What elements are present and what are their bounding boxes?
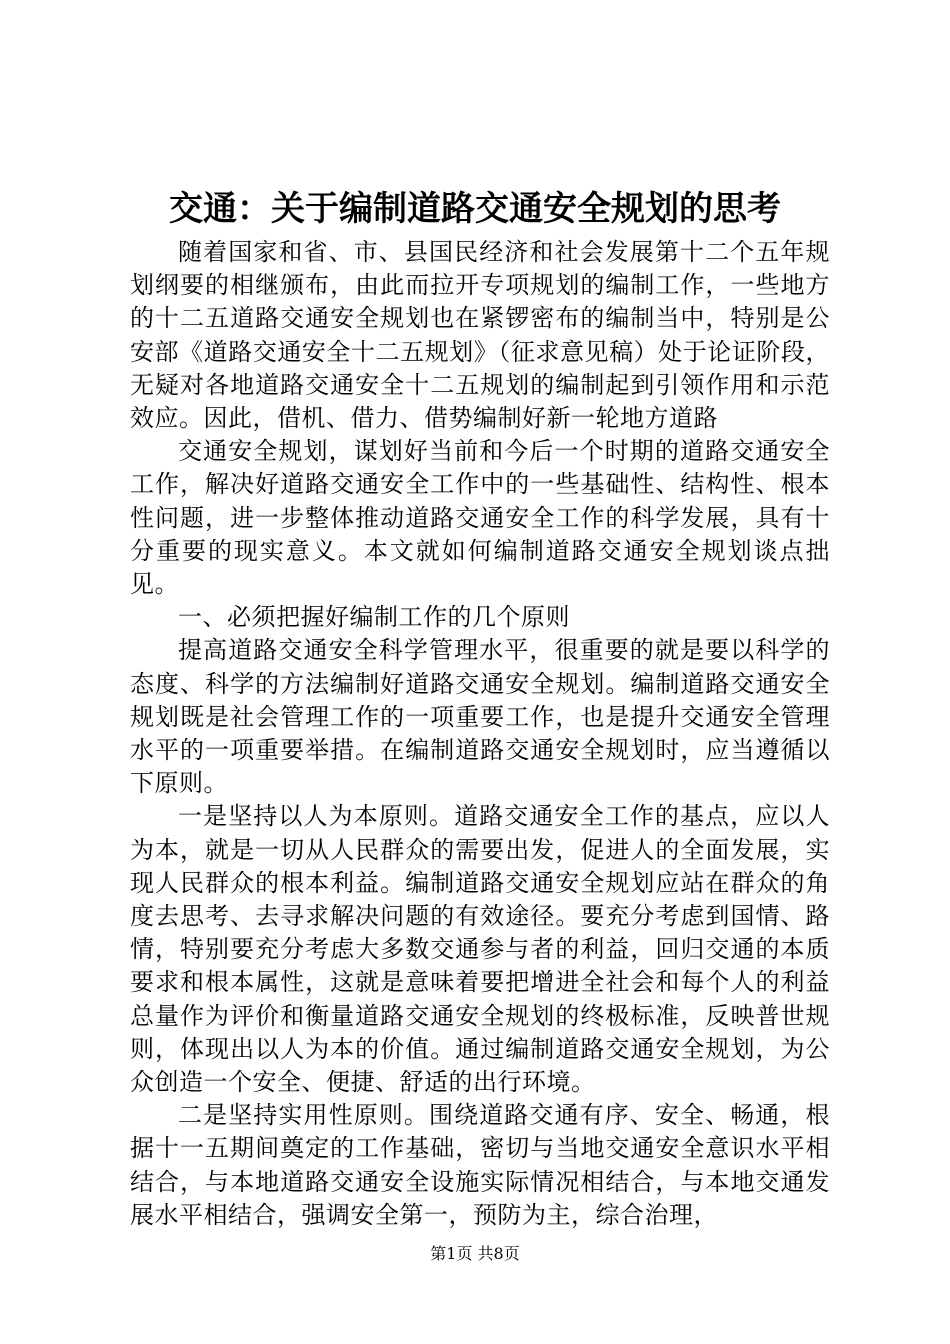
paragraph-practicality: 二是坚持实用性原则。围绕道路交通有序、安全、畅通，根据十一五期间奠定的工作基础，密切与当地交通安全意识水平相结合，与本地道路交通安全设施实际情况相结合，与本地交通发展水平相结合，强调安全第一，预防为主，综合治理，: [130, 1101, 830, 1229]
document-title: 交通：关于编制道路交通安全规划的思考: [169, 189, 781, 229]
paragraph-intro: 随着国家和省、市、县国民经济和社会发展第十二个五年规划纲要的相继颁布，由此而拉开专项规划的编制工作，一些地方的十二五道路交通安全规划也在紧锣密布的编制当中，特别是公安部《道路交通安全十二五规划》（征求意见稿）处于论证阶段，无疑对各地道路交通安全十二五规划的编制起到引领作用和示范效应。因此，借机、借力、借势编制好新一轮地方道路: [130, 238, 830, 433]
section-heading-principles: 一、必须把握好编制工作的几个原则: [178, 603, 570, 632]
document-body: [130, 236, 830, 1232]
page-number-footer: 第1页 共8页: [430, 1244, 520, 1263]
paragraph-significance: 交通安全规划，谋划好当前和今后一个时期的道路交通安全工作，解决好道路交通安全工作中的一些基础性、结构性、根本性问题，进一步整体推动道路交通安全工作的科学发展，具有十分重要的现实意义。本文就如何编制道路交通安全规划谈点拙见。: [130, 437, 830, 599]
paragraph-people-oriented: 一是坚持以人为本原则。道路交通安全工作的基点，应以人为本，就是一切从人民群众的需要出发，促进人的全面发展，实现人民群众的根本利益。编制道路交通安全规划应站在群众的角度去思考、去寻求解决问题的有效途径。要充分考虑到国情、路情，特别要充分考虑大多数交通参与者的利益，回归交通的本质要求和根本属性，这就是意味着要把增进全社会和每个人的利益总量作为评价和衡量道路交通安全规划的终极标准，反映普世规则，体现出以人为本的价值。通过编制道路交通安全规划，为公众创造一个安全、便捷、舒适的出行环境。: [130, 802, 830, 1097]
paragraph-principles-intro: 提高道路交通安全科学管理水平，很重要的就是要以科学的态度、科学的方法编制好道路交通安全规划。编制道路交通安全规划既是社会管理工作的一项重要工作，也是提升交通安全管理水平的一项重要举措。在编制道路交通安全规划时，应当遵循以下原则。: [130, 636, 830, 798]
